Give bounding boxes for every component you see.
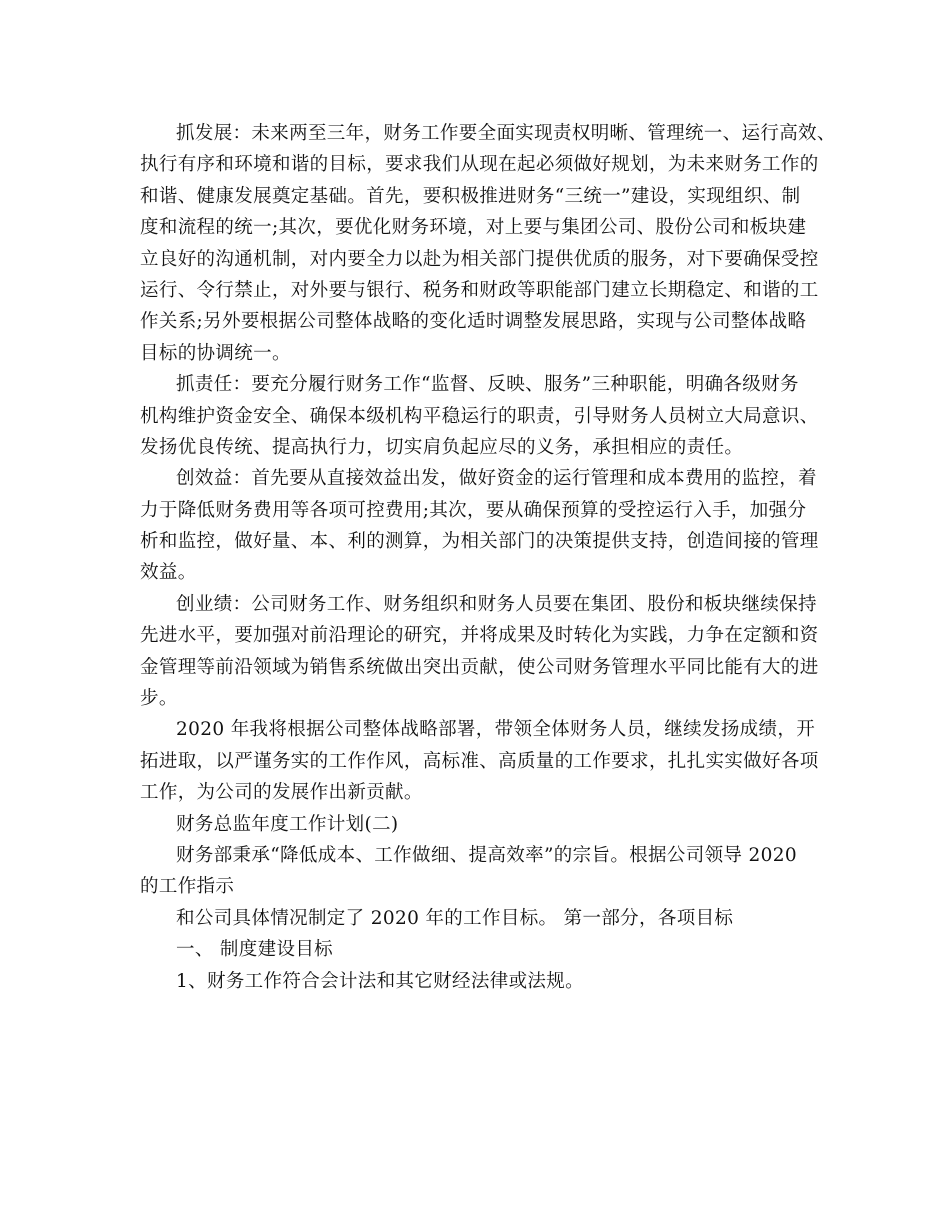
text-line: 发扬优良传统、提高执行力，切实肩负起应尽的义务，承担相应的责任。 [140,436,744,458]
text-line: 运行、令行禁止，对外要与银行、税务和财政等职能部门建立长期稳定、和谐的工 [140,279,819,301]
document-body [140,118,840,997]
text-line: 一、 制度建设目标 [176,939,334,961]
text-line: 1、财务工作符合会计法和其它财经法律或法规。 [176,970,584,992]
text-line: 执行有序和环境和谐的目标，要求我们从现在起必须做好规划，为未来财务工作的 [140,154,819,176]
text-line: 创业绩：公司财务工作、财务组织和财务人员要在集团、股份和板块继续保持 [176,593,817,615]
text-line: 金管理等前沿领域为销售系统做出突出贡献，使公司财务管理水平同比能有大的进 [140,656,819,678]
text-line: 机构维护资金安全、确保本级机构平稳运行的职责，引导财务人员树立大局意识、 [140,405,819,427]
text-line: 度和流程的统一;其次，要优化财务环境，对上要与集团公司、股份公司和板块建 [140,217,807,239]
text-line: 目标的协调统一。 [140,342,291,364]
text-line: 效益。 [140,562,197,584]
text-line: 和公司具体情况制定了 2020 年的工作目标。 第一部分，各项目标 [176,907,734,929]
text-line: 财务总监年度工作计划(二) [176,813,399,835]
text-line: 抓责任：要充分履行财务工作“监督、反映、服务”三种职能，明确各级财务 [176,374,799,396]
text-line: 立良好的沟通机制，对内要全力以赴为相关部门提供优质的服务，对下要确保受控 [140,248,819,270]
text-line: 抓发展：未来两至三年，财务工作要全面实现责权明晰、管理统一、运行高效、 [176,123,836,144]
text-line: 的工作指示 [140,876,235,898]
text-line: 工作，为公司的发展作出新贡献。 [140,782,423,804]
text-line: 2020 年我将根据公司整体战略部署，带领全体财务人员，继续发扬成绩，开 [176,719,816,741]
text-line: 拓进取，以严谨务实的工作作风，高标准、高质量的工作要求，扎扎实实做好各项 [140,750,819,772]
text-line: 财务部秉承“降低成本、工作做细、提高效率”的宗旨。根据公司领导 2020 [176,844,797,866]
text-line: 步。 [140,688,178,710]
text-line: 和谐、健康发展奠定基础。首先，要积极推进财务“三统一”建设，实现组织、制 [140,185,801,207]
text-line: 作关系;另外要根据公司整体战略的变化适时调整发展思路，实现与公司整体战略 [140,311,807,333]
text-line: 析和监控，做好量、本、利的测算，为相关部门的决策提供支持，创造间接的管理 [140,531,819,553]
text-line: 力于降低财务费用等各项可控费用;其次，要从确保预算的受控运行入手，加强分 [140,499,807,521]
text-line: 先进水平，要加强对前沿理论的研究，并将成果及时转化为实践，力争在定额和资 [140,625,819,647]
text-line: 创效益：首先要从直接效益出发，做好资金的运行管理和成本费用的监控，着 [176,468,817,490]
